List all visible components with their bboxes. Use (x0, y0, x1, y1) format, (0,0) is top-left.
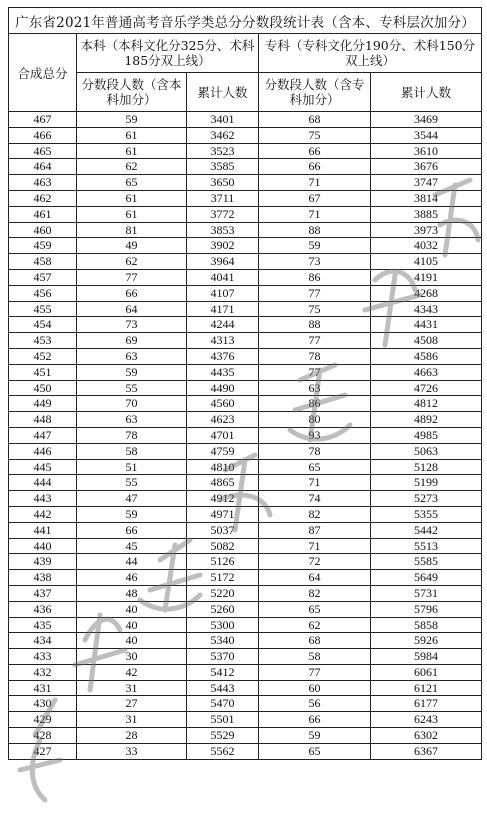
undergrad-cumulative-cell: 3523 (187, 143, 259, 159)
score-cell: 442 (9, 506, 77, 522)
table-row (9, 491, 482, 507)
junior-cumulative-cell: 5128 (371, 459, 482, 475)
junior-cumulative-cell: 3610 (371, 143, 482, 159)
table-row (9, 680, 482, 696)
score-cell: 438 (9, 570, 77, 586)
junior-segment-cell: 86 (259, 269, 371, 285)
undergrad-segment-cell: 49 (77, 238, 187, 254)
undergrad-segment-cell: 63 (77, 348, 187, 364)
undergrad-segment-cell: 62 (77, 159, 187, 175)
junior-cumulative-cell: 3469 (371, 112, 482, 128)
junior-segment-cell: 66 (259, 159, 371, 175)
junior-segment-cell: 65 (259, 601, 371, 617)
junior-segment-cell: 77 (259, 333, 371, 349)
junior-segment-cell: 63 (259, 380, 371, 396)
table-row (9, 728, 482, 744)
junior-cumulative-cell: 4812 (371, 396, 482, 412)
undergrad-cumulative-cell: 5037 (187, 522, 259, 538)
score-cell: 435 (9, 617, 77, 633)
junior-segment-cell: 77 (259, 285, 371, 301)
undergrad-cumulative-cell: 3711 (187, 190, 259, 206)
undergrad-cumulative-cell: 4810 (187, 459, 259, 475)
undergrad-cumulative-cell: 5172 (187, 570, 259, 586)
undergrad-segment-cell: 61 (77, 143, 187, 159)
table-row (9, 712, 482, 728)
score-cell: 449 (9, 396, 77, 412)
score-cell: 464 (9, 159, 77, 175)
undergrad-segment-cell: 55 (77, 380, 187, 396)
score-cell: 462 (9, 190, 77, 206)
score-column-header: 合成总分 (9, 34, 77, 112)
junior-cumulative-cell: 5984 (371, 649, 482, 665)
table-row (9, 348, 482, 364)
table-row (9, 112, 482, 128)
table-row (9, 506, 482, 522)
undergrad-cumulative-cell: 4171 (187, 301, 259, 317)
table-row (9, 380, 482, 396)
score-cell: 437 (9, 585, 77, 601)
undergrad-cumulative-cell: 4865 (187, 475, 259, 491)
undergrad-segment-cell: 77 (77, 269, 187, 285)
table-row (9, 222, 482, 238)
table-row (9, 364, 482, 380)
undergrad-group-header: 本科（本科文化分325分、术科185分双上线） (77, 34, 259, 73)
undergrad-segment-cell: 31 (77, 712, 187, 728)
undergrad-cumulative-cell: 5470 (187, 696, 259, 712)
score-cell: 450 (9, 380, 77, 396)
undergrad-cumulative-cell: 4912 (187, 491, 259, 507)
undergrad-cumulative-cell: 4107 (187, 285, 259, 301)
junior-segment-cell: 71 (259, 175, 371, 191)
junior-segment-cell: 74 (259, 491, 371, 507)
score-cell: 434 (9, 633, 77, 649)
junior-cumulative-cell: 6061 (371, 664, 482, 680)
table-row (9, 285, 482, 301)
table-row (9, 333, 482, 349)
junior-segment-cell: 77 (259, 664, 371, 680)
junior-segment-cell: 68 (259, 633, 371, 649)
junior-segment-cell: 64 (259, 570, 371, 586)
junior-segment-cell: 78 (259, 443, 371, 459)
undergrad-segment-cell: 45 (77, 538, 187, 554)
undergrad-segment-cell: 28 (77, 728, 187, 744)
junior-cumulative-cell: 5926 (371, 633, 482, 649)
table-body (9, 112, 482, 760)
junior-segment-cell: 78 (259, 348, 371, 364)
junior-segment-cell: 82 (259, 506, 371, 522)
junior-cumulative-cell: 6243 (371, 712, 482, 728)
score-cell: 458 (9, 254, 77, 270)
score-cell: 451 (9, 364, 77, 380)
undergrad-cumulative-cell: 3650 (187, 175, 259, 191)
junior-cumulative-cell: 4343 (371, 301, 482, 317)
junior-cumulative-cell: 5355 (371, 506, 482, 522)
score-cell: 433 (9, 649, 77, 665)
undergrad-segment-cell: 40 (77, 617, 187, 633)
junior-cumulative-cell: 4268 (371, 285, 482, 301)
junior-segment-cell: 67 (259, 190, 371, 206)
junior-cumulative-cell: 6367 (371, 743, 482, 759)
score-cell: 427 (9, 743, 77, 759)
score-cell: 467 (9, 112, 77, 128)
junior-segment-cell: 75 (259, 127, 371, 143)
score-cell: 431 (9, 680, 77, 696)
table-row (9, 443, 482, 459)
undergrad-segment-cell: 64 (77, 301, 187, 317)
table-row (9, 649, 482, 665)
undergrad-segment-cell: 27 (77, 696, 187, 712)
undergrad-segment-cell: 61 (77, 206, 187, 222)
undergrad-cumulative-cell: 4244 (187, 317, 259, 333)
junior-cumulative-cell: 3544 (371, 127, 482, 143)
undergrad-cumulative-cell: 5340 (187, 633, 259, 649)
junior-cumulative-cell: 5858 (371, 617, 482, 633)
junior-segment-cell: 59 (259, 728, 371, 744)
table-title: 广东省2021年普通高考音乐学类总分分数段统计表（含本、专科层次加分） (9, 8, 482, 34)
undergrad-cumulative-cell: 4623 (187, 412, 259, 428)
junior-cumulative-cell: 6302 (371, 728, 482, 744)
undergrad-segment-cell: 31 (77, 680, 187, 696)
junior-segment-cell: 77 (259, 364, 371, 380)
junior-segment-cell: 86 (259, 396, 371, 412)
table-row (9, 696, 482, 712)
undergrad-segment-cell: 30 (77, 649, 187, 665)
undergrad-cumulative-cell: 4041 (187, 269, 259, 285)
junior-segment-cell: 68 (259, 112, 371, 128)
junior-segment-cell: 72 (259, 554, 371, 570)
table-row (9, 412, 482, 428)
undergrad-cumulative-cell: 3462 (187, 127, 259, 143)
score-cell: 453 (9, 333, 77, 349)
undergrad-segment-cell: 40 (77, 601, 187, 617)
junior-cumulative-cell: 3814 (371, 190, 482, 206)
undergrad-segment-cell: 73 (77, 317, 187, 333)
table-row (9, 301, 482, 317)
table-row (9, 633, 482, 649)
table-row (9, 396, 482, 412)
score-cell: 466 (9, 127, 77, 143)
score-cell: 432 (9, 664, 77, 680)
undergrad-segment-cell: 40 (77, 633, 187, 649)
junior-segment-cell: 71 (259, 538, 371, 554)
junior-cumulative-cell: 5585 (371, 554, 482, 570)
junior-cumulative-cell: 4586 (371, 348, 482, 364)
score-cell: 456 (9, 285, 77, 301)
junior-cumulative-cell: 4726 (371, 380, 482, 396)
junior-segment-cell: 65 (259, 459, 371, 475)
junior-cumulative-cell: 4105 (371, 254, 482, 270)
score-cell: 452 (9, 348, 77, 364)
junior-segment-cell: 82 (259, 585, 371, 601)
undergrad-cumulative-cell: 5562 (187, 743, 259, 759)
undergrad-cumulative-cell: 4376 (187, 348, 259, 364)
table-row (9, 617, 482, 633)
undergrad-cumulative-cell: 3853 (187, 222, 259, 238)
undergrad-segment-cell: 66 (77, 522, 187, 538)
undergrad-segment-cell: 42 (77, 664, 187, 680)
junior-cumulative-cell: 3747 (371, 175, 482, 191)
junior-cumulative-cell: 4985 (371, 427, 482, 443)
junior-cumulative-cell: 5513 (371, 538, 482, 554)
table-row (9, 190, 482, 206)
junior-segment-cell: 62 (259, 617, 371, 633)
junior-cumulative-cell: 5063 (371, 443, 482, 459)
junior-cumulative-cell: 5649 (371, 570, 482, 586)
undergrad-cumulative-cell: 3964 (187, 254, 259, 270)
table-row (9, 206, 482, 222)
junior-cumulative-cell: 3885 (371, 206, 482, 222)
table-row (9, 601, 482, 617)
score-cell: 429 (9, 712, 77, 728)
junior-cumulative-header: 累计人数 (371, 73, 482, 112)
score-cell: 459 (9, 238, 77, 254)
undergrad-segment-cell: 63 (77, 412, 187, 428)
undergrad-segment-cell: 59 (77, 364, 187, 380)
junior-segment-cell: 66 (259, 143, 371, 159)
junior-cumulative-cell: 6121 (371, 680, 482, 696)
undergrad-cumulative-cell: 4701 (187, 427, 259, 443)
undergrad-cumulative-cell: 4313 (187, 333, 259, 349)
table-row (9, 570, 482, 586)
score-cell: 448 (9, 412, 77, 428)
junior-cumulative-cell: 4663 (371, 364, 482, 380)
undergrad-cumulative-cell: 3902 (187, 238, 259, 254)
undergrad-cumulative-cell: 4971 (187, 506, 259, 522)
undergrad-segment-cell: 78 (77, 427, 187, 443)
undergrad-segment-cell: 70 (77, 396, 187, 412)
undergrad-segment-cell: 65 (77, 175, 187, 191)
undergrad-segment-cell: 61 (77, 190, 187, 206)
table-row (9, 475, 482, 491)
table-row (9, 127, 482, 143)
junior-cumulative-cell: 4892 (371, 412, 482, 428)
junior-segment-cell: 88 (259, 222, 371, 238)
junior-segment-cell: 71 (259, 475, 371, 491)
table-row (9, 317, 482, 333)
table-row (9, 159, 482, 175)
score-cell: 430 (9, 696, 77, 712)
table-row (9, 427, 482, 443)
undergrad-segment-cell: 81 (77, 222, 187, 238)
score-cell: 465 (9, 143, 77, 159)
table-row (9, 522, 482, 538)
undergrad-cumulative-cell: 5300 (187, 617, 259, 633)
score-cell: 440 (9, 538, 77, 554)
score-cell: 443 (9, 491, 77, 507)
junior-cumulative-cell: 4508 (371, 333, 482, 349)
junior-segment-cell: 75 (259, 301, 371, 317)
undergrad-segment-cell: 66 (77, 285, 187, 301)
table-row (9, 175, 482, 191)
table-row (9, 554, 482, 570)
score-cell: 444 (9, 475, 77, 491)
junior-segment-cell: 66 (259, 712, 371, 728)
table-row (9, 459, 482, 475)
score-cell: 461 (9, 206, 77, 222)
table-row (9, 143, 482, 159)
undergrad-segment-cell: 47 (77, 491, 187, 507)
score-cell: 460 (9, 222, 77, 238)
junior-segment-cell: 87 (259, 522, 371, 538)
undergrad-segment-cell: 59 (77, 112, 187, 128)
score-cell: 446 (9, 443, 77, 459)
table-row (9, 238, 482, 254)
junior-segment-cell: 56 (259, 696, 371, 712)
undergrad-cumulative-cell: 5529 (187, 728, 259, 744)
score-cell: 445 (9, 459, 77, 475)
undergrad-cumulative-cell: 3401 (187, 112, 259, 128)
score-cell: 463 (9, 175, 77, 191)
undergrad-segment-count-header: 分数段人数（含本科加分） (77, 73, 187, 112)
score-cell: 436 (9, 601, 77, 617)
score-cell: 439 (9, 554, 77, 570)
undergrad-cumulative-cell: 5443 (187, 680, 259, 696)
junior-segment-cell: 93 (259, 427, 371, 443)
junior-cumulative-cell: 4032 (371, 238, 482, 254)
table-row (9, 585, 482, 601)
undergrad-segment-cell: 46 (77, 570, 187, 586)
junior-segment-count-header: 分数段人数（含专科加分） (259, 73, 371, 112)
undergrad-cumulative-header: 累计人数 (187, 73, 259, 112)
undergrad-cumulative-cell: 5370 (187, 649, 259, 665)
table-row (9, 254, 482, 270)
junior-college-group-header: 专科（专科文化分190分、术科150分双上线） (259, 34, 482, 73)
junior-segment-cell: 71 (259, 206, 371, 222)
undergrad-cumulative-cell: 5220 (187, 585, 259, 601)
junior-cumulative-cell: 3973 (371, 222, 482, 238)
undergrad-cumulative-cell: 3585 (187, 159, 259, 175)
table-row (9, 664, 482, 680)
score-cell: 447 (9, 427, 77, 443)
junior-segment-cell: 65 (259, 743, 371, 759)
junior-segment-cell: 80 (259, 412, 371, 428)
undergrad-cumulative-cell: 5126 (187, 554, 259, 570)
score-cell: 441 (9, 522, 77, 538)
junior-cumulative-cell: 5442 (371, 522, 482, 538)
undergrad-cumulative-cell: 5082 (187, 538, 259, 554)
junior-cumulative-cell: 6177 (371, 696, 482, 712)
score-cell: 455 (9, 301, 77, 317)
junior-cumulative-cell: 5199 (371, 475, 482, 491)
score-cell: 457 (9, 269, 77, 285)
undergrad-segment-cell: 58 (77, 443, 187, 459)
junior-segment-cell: 60 (259, 680, 371, 696)
undergrad-segment-cell: 61 (77, 127, 187, 143)
undergrad-cumulative-cell: 4759 (187, 443, 259, 459)
undergrad-cumulative-cell: 5260 (187, 601, 259, 617)
undergrad-segment-cell: 33 (77, 743, 187, 759)
junior-cumulative-cell: 3676 (371, 159, 482, 175)
undergrad-cumulative-cell: 4560 (187, 396, 259, 412)
undergrad-cumulative-cell: 5501 (187, 712, 259, 728)
junior-segment-cell: 58 (259, 649, 371, 665)
junior-segment-cell: 88 (259, 317, 371, 333)
undergrad-segment-cell: 59 (77, 506, 187, 522)
score-statistics-table (8, 7, 482, 760)
table-row (9, 269, 482, 285)
junior-segment-cell: 59 (259, 238, 371, 254)
junior-cumulative-cell: 4191 (371, 269, 482, 285)
undergrad-cumulative-cell: 4490 (187, 380, 259, 396)
table-row (9, 743, 482, 759)
score-cell: 454 (9, 317, 77, 333)
undergrad-cumulative-cell: 5412 (187, 664, 259, 680)
junior-cumulative-cell: 5273 (371, 491, 482, 507)
undergrad-segment-cell: 62 (77, 254, 187, 270)
undergrad-segment-cell: 55 (77, 475, 187, 491)
junior-cumulative-cell: 4431 (371, 317, 482, 333)
undergrad-cumulative-cell: 4435 (187, 364, 259, 380)
undergrad-segment-cell: 44 (77, 554, 187, 570)
junior-cumulative-cell: 5796 (371, 601, 482, 617)
table-row (9, 538, 482, 554)
undergrad-segment-cell: 48 (77, 585, 187, 601)
undergrad-cumulative-cell: 3772 (187, 206, 259, 222)
junior-cumulative-cell: 5731 (371, 585, 482, 601)
undergrad-segment-cell: 51 (77, 459, 187, 475)
score-cell: 428 (9, 728, 77, 744)
junior-segment-cell: 73 (259, 254, 371, 270)
undergrad-segment-cell: 69 (77, 333, 187, 349)
